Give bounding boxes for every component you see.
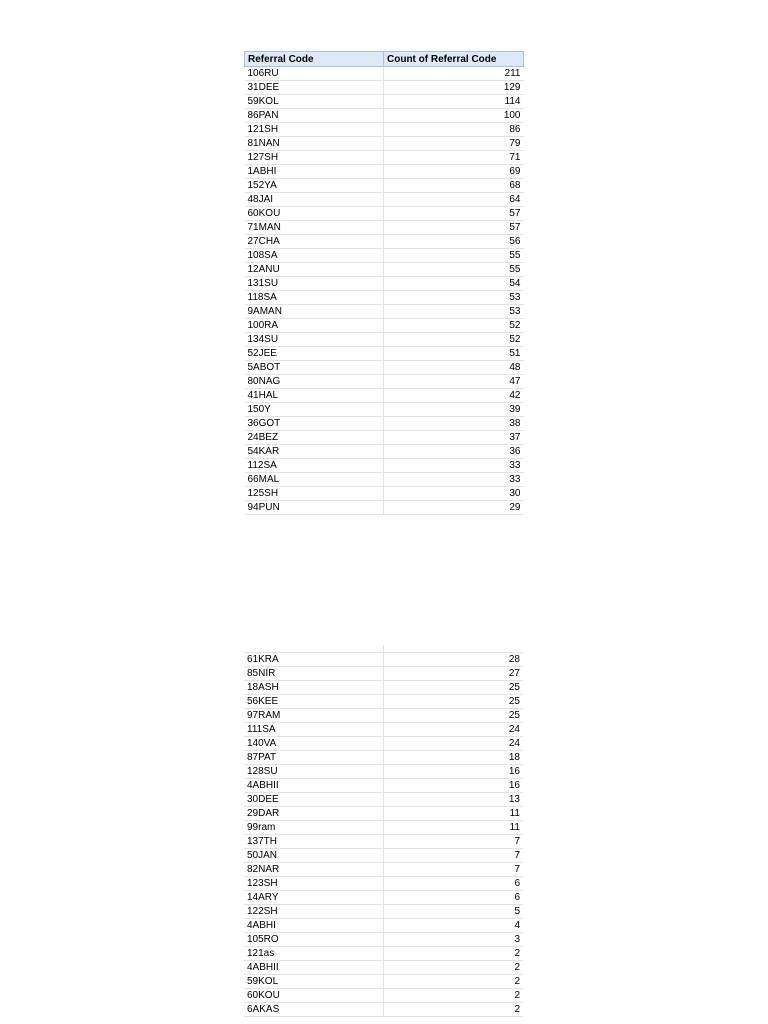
count-cell[interactable]: 25 <box>383 708 523 722</box>
referral-code-cell[interactable]: 82NAR <box>244 862 383 876</box>
count-cell[interactable]: 79 <box>384 137 524 151</box>
referral-code-cell[interactable]: 122SH <box>244 904 383 918</box>
referral-table-bottom <box>244 645 523 1017</box>
referral-code-cell[interactable]: 66MAL <box>245 473 384 487</box>
referral-code-cell[interactable]: 127SH <box>245 151 384 165</box>
table-row <box>244 666 523 680</box>
table-row <box>244 820 523 834</box>
table-row <box>245 137 524 151</box>
table-row <box>245 305 524 319</box>
referral-code-cell[interactable]: 112SA <box>245 459 384 473</box>
count-cell[interactable]: 33 <box>384 473 524 487</box>
referral-code-cell[interactable]: 6AKAS <box>244 1002 383 1016</box>
referral-code-cell[interactable]: 54KAR <box>245 445 384 459</box>
referral-code-cell[interactable]: 9AMAN <box>245 305 384 319</box>
table-row <box>244 750 523 764</box>
count-cell[interactable]: 2 <box>383 988 523 1002</box>
count-cell[interactable]: 24 <box>383 722 523 736</box>
referral-code-cell[interactable]: 41HAL <box>245 389 384 403</box>
referral-code-cell[interactable]: 81NAN <box>245 137 384 151</box>
count-cell[interactable]: 42 <box>384 389 524 403</box>
count-cell[interactable]: 211 <box>384 67 524 81</box>
referral-code-cell[interactable]: 12ANU <box>245 263 384 277</box>
table-row <box>244 652 523 666</box>
count-cell[interactable]: 53 <box>384 291 524 305</box>
table-row <box>245 389 524 403</box>
referral-code-cell[interactable]: 123SH <box>244 876 383 890</box>
table-row <box>245 277 524 291</box>
table-row <box>245 431 524 445</box>
count-cell[interactable]: 68 <box>384 179 524 193</box>
count-cell[interactable]: 2 <box>383 974 523 988</box>
referral-code-cell[interactable]: 60KOU <box>245 207 384 221</box>
referral-code-cell[interactable]: 56KEE <box>244 694 383 708</box>
count-cell[interactable]: 16 <box>383 764 523 778</box>
table-row <box>245 151 524 165</box>
table-row <box>245 67 524 81</box>
referral-code-cell[interactable]: 137TH <box>244 834 383 848</box>
referral-code-cell[interactable]: 50JAN <box>244 848 383 862</box>
referral-code-cell[interactable]: 134SU <box>245 333 384 347</box>
table-row <box>244 778 523 792</box>
referral-code-cell[interactable]: 108SA <box>245 249 384 263</box>
count-cell[interactable]: 24 <box>383 736 523 750</box>
spacer-row <box>244 645 523 652</box>
referral-code-cell[interactable]: 59KOL <box>245 95 384 109</box>
table-row <box>245 207 524 221</box>
table-row <box>245 81 524 95</box>
table-row <box>245 291 524 305</box>
table-row <box>245 123 524 137</box>
table-row <box>244 792 523 806</box>
count-cell[interactable]: 100 <box>384 109 524 123</box>
referral-code-cell[interactable]: 59KOL <box>244 974 383 988</box>
count-cell[interactable]: 7 <box>383 848 523 862</box>
table-row <box>244 974 523 988</box>
count-cell[interactable]: 13 <box>383 792 523 806</box>
referral-code-cell[interactable]: 100RA <box>245 319 384 333</box>
referral-code-cell[interactable]: 152YA <box>245 179 384 193</box>
table-row <box>244 932 523 946</box>
count-cell[interactable]: 4 <box>383 918 523 932</box>
count-cell[interactable]: 56 <box>384 235 524 249</box>
count-cell[interactable]: 11 <box>383 806 523 820</box>
table-row <box>244 988 523 1002</box>
referral-code-cell[interactable]: 71MAN <box>245 221 384 235</box>
table-row <box>244 694 523 708</box>
count-cell[interactable]: 57 <box>384 207 524 221</box>
table-row <box>245 501 524 515</box>
table-row <box>245 109 524 123</box>
referral-code-cell[interactable]: 131SU <box>245 277 384 291</box>
referral-code-cell[interactable]: 60KOU <box>244 988 383 1002</box>
count-cell[interactable]: 3 <box>383 932 523 946</box>
table-row <box>244 722 523 736</box>
count-cell[interactable]: 5 <box>383 904 523 918</box>
count-cell[interactable]: 27 <box>383 666 523 680</box>
table-row <box>244 890 523 904</box>
count-cell[interactable]: 38 <box>384 417 524 431</box>
table-row <box>245 417 524 431</box>
referral-code-cell[interactable]: 121as <box>244 946 383 960</box>
table-body-top <box>245 67 524 515</box>
referral-code-cell[interactable]: 4ABHII <box>244 960 383 974</box>
table-row <box>245 179 524 193</box>
referral-code-cell[interactable]: 18ASH <box>244 680 383 694</box>
referral-code-cell[interactable]: 4ABHII <box>244 778 383 792</box>
table-row <box>244 736 523 750</box>
count-cell[interactable]: 2 <box>383 1002 523 1016</box>
count-cell[interactable]: 114 <box>384 95 524 109</box>
referral-code-cell[interactable]: 48JAI <box>245 193 384 207</box>
count-cell[interactable]: 7 <box>383 834 523 848</box>
table-row <box>244 960 523 974</box>
table-row <box>245 361 524 375</box>
table-row <box>245 375 524 389</box>
table-body-bottom <box>244 645 523 1016</box>
count-cell[interactable]: 2 <box>383 946 523 960</box>
count-cell[interactable]: 64 <box>384 193 524 207</box>
count-cell[interactable]: 36 <box>384 445 524 459</box>
count-cell[interactable]: 52 <box>384 319 524 333</box>
referral-table-top <box>244 51 524 515</box>
referral-code-cell[interactable]: 80NAG <box>245 375 384 389</box>
referral-code-cell[interactable]: 52JEE <box>245 347 384 361</box>
referral-code-cell[interactable]: 31DEE <box>245 81 384 95</box>
table-row <box>244 1002 523 1016</box>
table-row <box>245 333 524 347</box>
count-cell[interactable]: 7 <box>383 862 523 876</box>
count-cell[interactable]: 6 <box>383 890 523 904</box>
referral-code-cell[interactable]: 106RU <box>245 67 384 81</box>
table-row <box>245 263 524 277</box>
count-cell[interactable]: 71 <box>384 151 524 165</box>
count-cell[interactable]: 25 <box>383 680 523 694</box>
referral-code-cell[interactable]: 61KRA <box>244 652 383 666</box>
count-cell[interactable]: 18 <box>383 750 523 764</box>
table-row <box>245 193 524 207</box>
count-cell[interactable]: 6 <box>383 876 523 890</box>
referral-code-cell[interactable]: 111SA <box>244 722 383 736</box>
table-row <box>245 165 524 179</box>
referral-code-cell[interactable]: 94PUN <box>245 501 384 515</box>
table-row <box>244 764 523 778</box>
table-row <box>244 806 523 820</box>
referral-code-cell[interactable]: 140VA <box>244 736 383 750</box>
referral-code-cell[interactable]: 85NIR <box>244 666 383 680</box>
table-row <box>244 708 523 722</box>
count-cell[interactable]: 39 <box>384 403 524 417</box>
table-row <box>245 487 524 501</box>
spacer-cell <box>383 645 523 652</box>
referral-code-cell[interactable]: 125SH <box>245 487 384 501</box>
referral-code-cell[interactable]: 121SH <box>245 123 384 137</box>
referral-code-cell[interactable]: 27CHA <box>245 235 384 249</box>
table-row <box>244 918 523 932</box>
table-row <box>245 249 524 263</box>
referral-code-cell[interactable]: 150Y <box>245 403 384 417</box>
table-row <box>245 235 524 249</box>
referral-code-cell[interactable]: 1ABHI <box>245 165 384 179</box>
referral-code-cell[interactable]: 99ram <box>244 820 383 834</box>
spacer-cell <box>244 645 383 652</box>
count-cell[interactable]: 55 <box>384 263 524 277</box>
count-cell[interactable]: 51 <box>384 347 524 361</box>
count-cell[interactable]: 57 <box>384 221 524 235</box>
table-row <box>244 680 523 694</box>
table-row <box>245 95 524 109</box>
referral-code-cell[interactable]: 36GOT <box>245 417 384 431</box>
count-cell[interactable]: 129 <box>384 81 524 95</box>
count-cell[interactable]: 2 <box>383 960 523 974</box>
table-row <box>245 445 524 459</box>
referral-code-cell[interactable]: 118SA <box>245 291 384 305</box>
referral-code-cell[interactable]: 105RO <box>244 932 383 946</box>
count-cell[interactable]: 86 <box>384 123 524 137</box>
referral-code-cell[interactable]: 4ABHI <box>244 918 383 932</box>
count-cell[interactable]: 33 <box>384 459 524 473</box>
table-row <box>244 862 523 876</box>
header-row <box>245 52 524 67</box>
referral-code-cell[interactable]: 128SU <box>244 764 383 778</box>
table-row <box>244 876 523 890</box>
count-cell[interactable]: 55 <box>384 249 524 263</box>
table-row <box>244 946 523 960</box>
table-row <box>244 904 523 918</box>
count-cell[interactable]: 69 <box>384 165 524 179</box>
count-cell[interactable]: 53 <box>384 305 524 319</box>
table-row <box>245 221 524 235</box>
referral-code-cell[interactable]: 86PAN <box>245 109 384 123</box>
table-row <box>244 834 523 848</box>
count-cell[interactable]: 29 <box>384 501 524 515</box>
count-cell[interactable]: 28 <box>383 652 523 666</box>
table-row <box>245 319 524 333</box>
count-cell[interactable]: 11 <box>383 820 523 834</box>
count-cell[interactable]: 48 <box>384 361 524 375</box>
referral-code-cell[interactable]: 29DAR <box>244 806 383 820</box>
count-cell[interactable]: 37 <box>384 431 524 445</box>
header-count-of-referral-code[interactable]: Count of Referral Code <box>384 52 524 67</box>
referral-code-cell[interactable]: 30DEE <box>244 792 383 806</box>
referral-code-cell[interactable]: 87PAT <box>244 750 383 764</box>
table-row <box>244 848 523 862</box>
referral-code-cell[interactable]: 97RAM <box>244 708 383 722</box>
table-row <box>245 403 524 417</box>
referral-code-cell[interactable]: 24BEZ <box>245 431 384 445</box>
count-cell[interactable]: 16 <box>383 778 523 792</box>
count-cell[interactable]: 47 <box>384 375 524 389</box>
count-cell[interactable]: 54 <box>384 277 524 291</box>
table-row <box>245 347 524 361</box>
header-referral-code[interactable]: Referral Code <box>245 52 384 67</box>
count-cell[interactable]: 52 <box>384 333 524 347</box>
table-row <box>245 459 524 473</box>
table-row <box>245 473 524 487</box>
referral-code-cell[interactable]: 14ARY <box>244 890 383 904</box>
count-cell[interactable]: 25 <box>383 694 523 708</box>
count-cell[interactable]: 30 <box>384 487 524 501</box>
referral-code-cell[interactable]: 5ABOT <box>245 361 384 375</box>
